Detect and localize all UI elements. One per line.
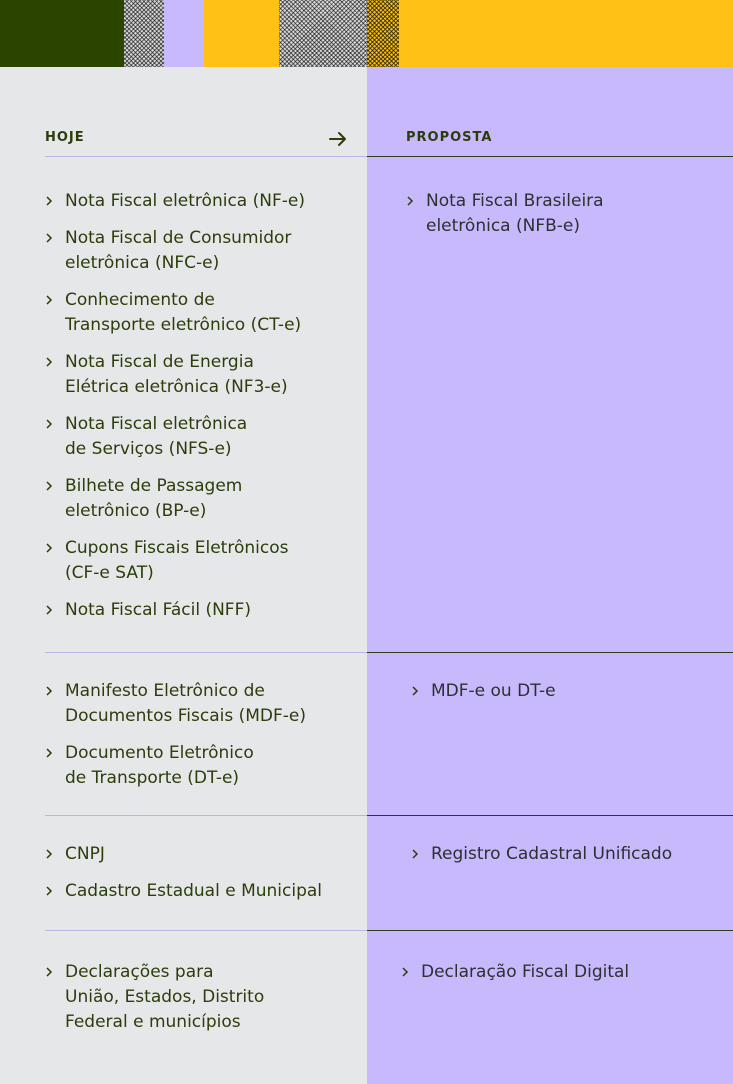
proposal-list-declarations <box>401 960 726 997</box>
chevron-right-icon <box>411 848 419 860</box>
list-item <box>401 960 726 985</box>
chevron-right-icon <box>45 685 53 697</box>
list-item <box>45 536 363 586</box>
section-divider-left <box>45 930 367 931</box>
header-today: HOJE <box>45 130 85 145</box>
list-item-label: Declarações para União, Estados, Distrito Federal e municípios <box>65 962 265 1032</box>
list-item <box>45 288 363 338</box>
list-item <box>45 741 363 791</box>
list-item <box>45 960 363 1035</box>
chevron-right-icon <box>45 195 53 207</box>
list-item-label: Manifesto Eletrônico de Documentos Fiscais (MDF-e) <box>65 681 306 726</box>
section-divider-right <box>367 652 733 653</box>
list-item-label: Cupons Fiscais Eletrônicos (CF-e SAT) <box>65 538 289 583</box>
banner-halftone-block <box>124 0 164 67</box>
banner-lavender-block <box>164 0 204 67</box>
list-item-label: Registro Cadastral Unificado <box>431 844 673 864</box>
chevron-right-icon <box>45 542 53 554</box>
chevron-right-icon <box>45 848 53 860</box>
proposal-list-invoices <box>406 189 726 251</box>
chevron-right-icon <box>45 294 53 306</box>
chevron-right-icon <box>45 885 53 897</box>
chevron-right-icon <box>45 604 53 616</box>
chevron-right-icon <box>401 966 409 978</box>
list-item <box>45 474 363 524</box>
section-divider-right <box>367 815 733 816</box>
chevron-right-icon <box>45 232 53 244</box>
banner-yellow-block <box>204 0 279 67</box>
list-item-label: Cadastro Estadual e Municipal <box>65 881 323 901</box>
chevron-right-icon <box>406 195 414 207</box>
chevron-right-icon <box>45 480 53 492</box>
list-item <box>411 679 726 704</box>
list-item-label: Nota Fiscal Brasileira eletrônica (NFB-e) <box>426 191 604 236</box>
list-item <box>45 226 363 276</box>
list-item <box>45 598 363 623</box>
chevron-right-icon <box>411 685 419 697</box>
chevron-right-icon <box>45 418 53 430</box>
arrow-right-icon <box>328 129 348 149</box>
list-item-label: Nota Fiscal eletrônica (NF-e) <box>65 191 305 211</box>
header-divider-right <box>367 156 733 157</box>
today-list-transport <box>45 679 363 803</box>
banner-green-block <box>0 0 124 67</box>
list-item-label: Documento Eletrônico de Transporte (DT-e) <box>65 743 254 788</box>
section-divider-left <box>45 652 367 653</box>
today-list-declarations <box>45 960 363 1047</box>
proposal-list-transport <box>411 679 726 716</box>
header-divider-left <box>45 156 367 157</box>
list-item-label: MDF-e ou DT-e <box>431 681 556 701</box>
proposal-list-registry <box>411 842 726 879</box>
list-item-label: Declaração Fiscal Digital <box>421 962 630 982</box>
list-item <box>45 189 363 214</box>
header-banner <box>0 0 733 67</box>
list-item-label: CNPJ <box>65 844 105 864</box>
list-item <box>45 842 363 867</box>
banner-halftone-block-2 <box>279 0 367 67</box>
list-item-label: Nota Fiscal de Consumidor eletrônica (NFC-e) <box>65 228 292 273</box>
banner-halftone-yellow-block <box>367 0 399 67</box>
chevron-right-icon <box>45 966 53 978</box>
section-divider-left <box>45 815 367 816</box>
section-divider-right <box>367 930 733 931</box>
list-item <box>406 189 726 239</box>
list-item-label: Bilhete de Passagem eletrônico (BP-e) <box>65 476 243 521</box>
list-item <box>45 350 363 400</box>
chevron-right-icon <box>45 747 53 759</box>
list-item-label: Conhecimento de Transporte eletrônico (CT-e) <box>65 290 302 335</box>
today-list-invoices <box>45 189 363 635</box>
list-item-label: Nota Fiscal Fácil (NFF) <box>65 600 251 620</box>
list-item <box>45 412 363 462</box>
header-proposal: PROPOSTA <box>406 130 493 145</box>
list-item <box>45 679 363 729</box>
list-item-label: Nota Fiscal eletrônica de Serviços (NFS-e) <box>65 414 248 459</box>
list-item <box>411 842 726 867</box>
today-list-registry <box>45 842 363 916</box>
list-item <box>45 879 363 904</box>
chevron-right-icon <box>45 356 53 368</box>
list-item-label: Nota Fiscal de Energia Elétrica eletrônica (NF3-e) <box>65 352 288 397</box>
banner-yellow-wide-block <box>399 0 733 67</box>
